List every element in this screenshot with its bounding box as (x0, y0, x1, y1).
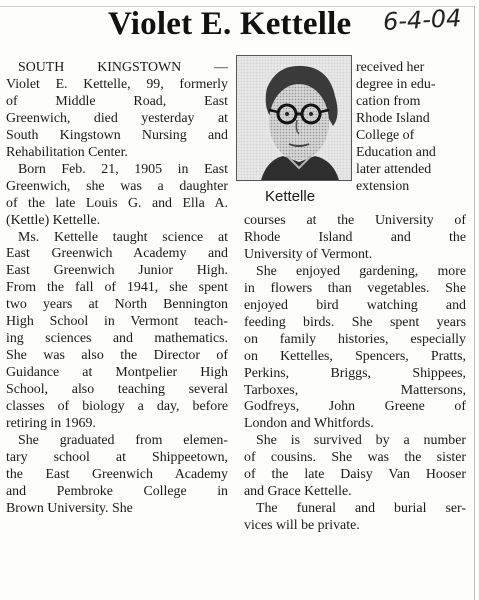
article-line: extension (356, 178, 410, 194)
article-line: Education and (356, 144, 436, 160)
article-line: on Kettelles, Spencers, Pratts, (244, 348, 466, 364)
clipping-right-edge (474, 6, 475, 600)
article-line: Greenwich, died yesterday at (6, 110, 228, 126)
article-line: retiring in 1969. (6, 416, 96, 432)
article-line: on family histories, especially (244, 331, 466, 347)
article-line: cation from (356, 93, 421, 109)
article-line: Greenwich, she was a daughter (6, 178, 228, 194)
article-line: College of (356, 127, 415, 143)
article-line: the East Greenwich Academy (6, 466, 228, 482)
article-line: of the late Daisy Van Hooser (244, 467, 466, 483)
article-line: feeding birds. She spent years (244, 314, 466, 330)
article-line: East Greenwich Junior High. (6, 263, 228, 279)
article-line: of Middle Road, East (6, 93, 228, 109)
article-line: courses at the University of (244, 213, 466, 228)
article-line: Perkins, Briggs, Shippees, (244, 365, 466, 381)
article-line: degree in edu- (356, 76, 436, 92)
article-line: Rehabilitation Center. (6, 144, 128, 160)
article-line: Violet E. Kettelle, 99, formerly (6, 76, 228, 92)
handwritten-date: 6-4-04 (382, 3, 463, 37)
article-line: received her (356, 60, 425, 75)
article-line: High School in Vermont teach- (6, 314, 228, 330)
article-line: Rhode Island and the (244, 229, 466, 245)
article-line: Ms. Kettelle taught science at (18, 229, 228, 245)
article-line: of the late Louis G. and Ella A. (6, 195, 228, 211)
article-line: School, also teaching several (6, 382, 228, 398)
article-line: later attended (356, 161, 432, 177)
portrait-image (237, 56, 351, 180)
article-line: of cousins. She was the sister (244, 450, 466, 466)
portrait-photo (236, 55, 352, 181)
article-line: Guidance at Montpelier High (6, 365, 228, 381)
article-line: and Grace Kettelle. (244, 484, 352, 500)
article-line: Godfreys, John Greene of (244, 399, 466, 415)
article-line: Tarboxes, Mattersons, (244, 382, 466, 398)
article-line: She was also the Director of (6, 348, 228, 364)
article-line: classes of biology a day, before (6, 399, 228, 415)
right-wide-column (244, 213, 466, 535)
article-line: two years at North Bennington (6, 297, 228, 313)
article-line: South Kingstown Nursing and (6, 127, 228, 143)
article-line: ing sciences and mathematics. (6, 331, 228, 347)
article-line: She graduated from elemen- (18, 432, 228, 448)
article-line: tary school at Shippeetown, (6, 449, 228, 465)
article-line: University of Vermont. (244, 246, 373, 262)
article-line: East Greenwich Academy and (6, 246, 228, 262)
article-line: and Pembroke College in (6, 483, 228, 499)
article-line: London and Whitfords. (244, 416, 374, 432)
photo-caption: Kettelle (265, 188, 316, 205)
right-narrow-column (356, 60, 462, 196)
obituary-headline: Violet E. Kettelle (108, 6, 352, 42)
left-column (6, 60, 228, 518)
article-line: She enjoyed gardening, more (256, 263, 466, 279)
article-line: enjoyed bird watching and (244, 297, 466, 313)
article-line: Born Feb. 21, 1905 in East (18, 161, 228, 177)
article-line: (Kettle) Kettelle. (6, 212, 101, 228)
article-line: The funeral and burial ser- (256, 501, 466, 517)
article-line: From the fall of 1941, she spent (6, 280, 228, 296)
article-line: vices will be private. (244, 518, 360, 534)
article-line: Rhode Island (356, 110, 430, 126)
article-line: SOUTH KINGSTOWN — (18, 60, 228, 75)
article-line: She is survived by a number (256, 433, 466, 449)
article-line: in flowers than vegetables. She (244, 280, 466, 296)
article-line: Brown University. She (6, 500, 133, 516)
